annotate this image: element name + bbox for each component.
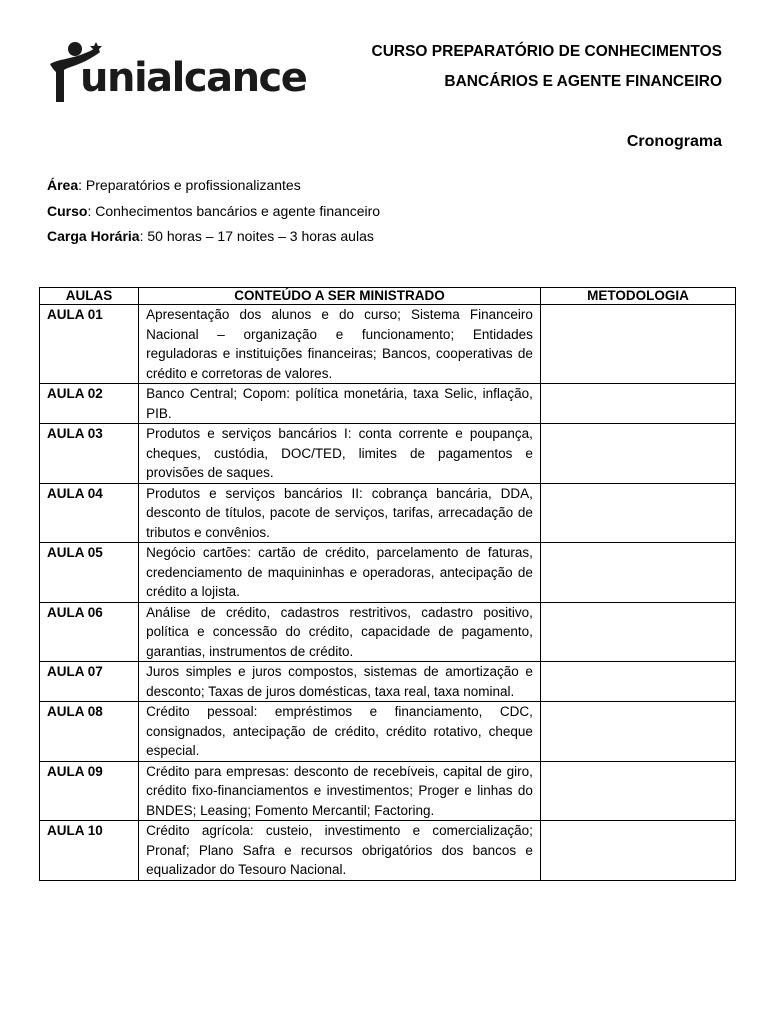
- info-area-value: : Preparatórios e profissionalizantes: [78, 177, 301, 193]
- logo-wordmark: unialcance: [80, 55, 307, 101]
- info-carga-value: : 50 horas – 17 noites – 3 horas aulas: [139, 228, 374, 244]
- info-curso-value: : Conhecimentos bancários e agente financeiro: [87, 203, 381, 219]
- header-metodologia: METODOLOGIA: [540, 288, 735, 305]
- course-title-line-2: BANCÁRIOS E AGENTE FINANCEIRO: [444, 73, 722, 90]
- aula-cell: AULA 09: [40, 761, 139, 821]
- aula-cell: AULA 03: [40, 424, 139, 484]
- info-curso-label: Curso: [47, 203, 88, 219]
- conteudo-cell: Juros simples e juros compostos, sistemas de amortização e desconto; Taxas de juros domésticas, taxa real, taxa nominal.: [139, 662, 541, 702]
- table-row: [40, 602, 736, 662]
- table-header-row: [40, 288, 736, 305]
- aula-cell: AULA 08: [40, 702, 139, 762]
- metodologia-cell: [540, 761, 735, 821]
- metodologia-cell: [540, 305, 735, 384]
- info-carga-horaria: [47, 228, 374, 245]
- info-area-label: Área: [47, 177, 79, 193]
- table-row: [40, 305, 736, 384]
- table-row: [40, 702, 736, 762]
- table-row: [40, 543, 736, 603]
- conteudo-cell: Produtos e serviços bancários I: conta corrente e poupança, cheques, custódia, DOC/TED, limites de pagamentos e provisões de saques.: [139, 424, 541, 484]
- document-title: Cronograma: [626, 133, 722, 150]
- course-title-line-1: CURSO PREPARATÓRIO DE CONHECIMENTOS: [371, 43, 722, 60]
- metodologia-cell: [540, 702, 735, 762]
- conteudo-cell: Análise de crédito, cadastros restritivos, cadastro positivo, política e concessão do crédito, capacidade de pagamento, garantias, instrumentos de crédito.: [139, 602, 541, 662]
- metodologia-cell: [540, 483, 735, 543]
- conteudo-cell: Banco Central; Copom: política monetária, taxa Selic, inflação, PIB.: [139, 384, 541, 424]
- info-area: [47, 177, 301, 194]
- conteudo-cell: Negócio cartões: cartão de crédito, parcelamento de faturas, credenciamento de maquininhas e operadoras, antecipação de crédito a lojista.: [139, 543, 541, 603]
- table-row: [40, 424, 736, 484]
- metodologia-cell: [540, 602, 735, 662]
- aula-cell: AULA 04: [40, 483, 139, 543]
- conteudo-cell: Crédito para empresas: desconto de recebíveis, capital de giro, crédito fixo-financiamentos e investimentos; Proger e linhas do BNDES; Leasing; Fomento Mercantil; Factoring.: [139, 761, 541, 821]
- schedule-table: [39, 287, 736, 881]
- table-row: [40, 483, 736, 543]
- info-carga-label: Carga Horária: [47, 228, 140, 244]
- conteudo-cell: Crédito pessoal: empréstimos e financiamento, CDC, consignados, antecipação de crédito, crédito rotativo, cheque especial.: [139, 702, 541, 762]
- conteudo-cell: Produtos e serviços bancários II: cobrança bancária, DDA, desconto de títulos, pacote de serviços, tarifas, arrecadação de tributos e convênios.: [139, 483, 541, 543]
- info-curso: [47, 203, 380, 220]
- aula-cell: AULA 02: [40, 384, 139, 424]
- metodologia-cell: [540, 424, 735, 484]
- table-row: [40, 821, 736, 881]
- metodologia-cell: [540, 662, 735, 702]
- table-row: [40, 761, 736, 821]
- aula-cell: AULA 07: [40, 662, 139, 702]
- aula-cell: AULA 10: [40, 821, 139, 881]
- aula-cell: AULA 05: [40, 543, 139, 603]
- table-row: [40, 384, 736, 424]
- metodologia-cell: [540, 821, 735, 881]
- conteudo-cell: Apresentação dos alunos e do curso; Sistema Financeiro Nacional – organização e funcionamento; Entidades reguladoras e instituições financeiras; Bancos, cooperativas de crédito e corretoras de valores.: [139, 305, 541, 384]
- aula-cell: AULA 06: [40, 602, 139, 662]
- metodologia-cell: [540, 543, 735, 603]
- conteudo-cell: Crédito agrícola: custeio, investimento e comercialização; Pronaf; Plano Safra e recursos obrigatórios dos bancos e equalizador do Tesouro Nacional.: [139, 821, 541, 881]
- header-conteudo: CONTEÚDO A SER MINISTRADO: [139, 288, 541, 305]
- table-row: [40, 662, 736, 702]
- aula-cell: AULA 01: [40, 305, 139, 384]
- header-aulas: AULAS: [40, 288, 139, 305]
- metodologia-cell: [540, 384, 735, 424]
- unialcance-logo: [44, 40, 307, 106]
